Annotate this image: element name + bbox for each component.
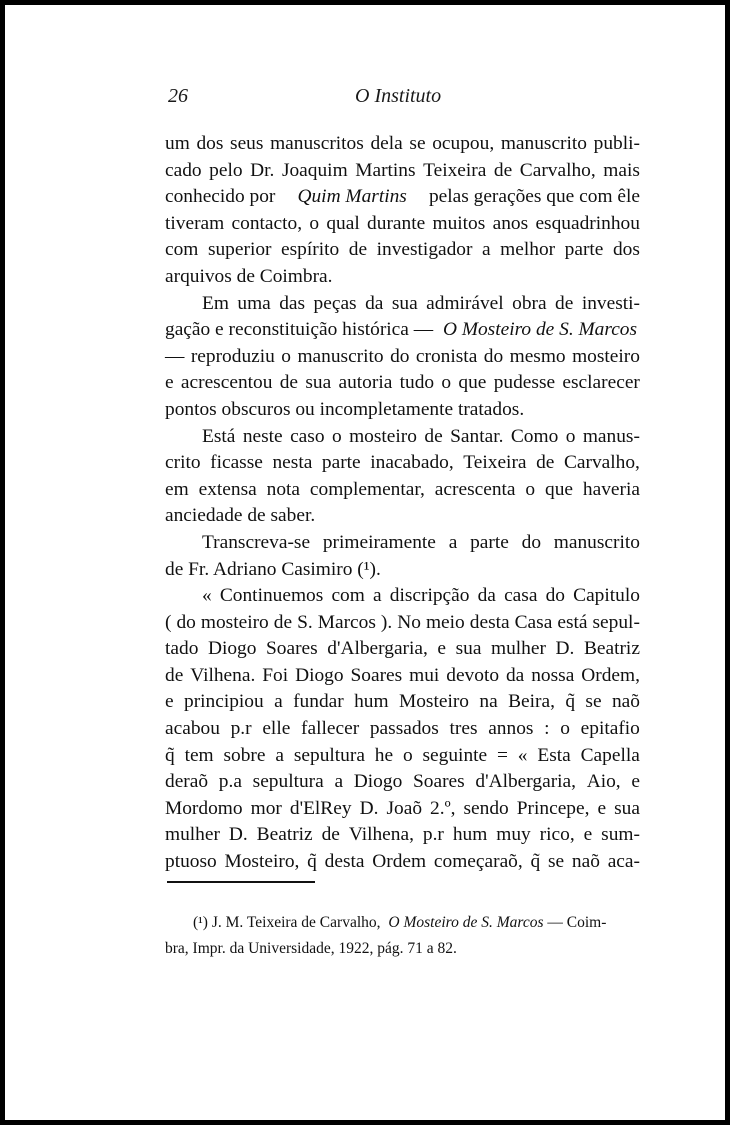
- text-line: deraõ p.a sepultura a Diogo Soares d'Albergaria, Aio, e: [165, 771, 640, 793]
- running-head: O Instituto: [355, 85, 442, 107]
- text-line: cado pelo Dr. Joaquim Martins Teixeira de Carvalho, mais: [165, 159, 640, 181]
- text-line: « Continuemos com a discripção da casa do Capitulo: [202, 585, 640, 607]
- text-line: e acrescentou de sua autoria tudo o que pudesse esclarecer: [165, 372, 640, 394]
- text-line: crito ficasse nesta parte inacabado, Teixeira de Carvalho,: [165, 452, 640, 474]
- text-line: em extensa nota complementar, acrescenta o que haveria: [165, 478, 640, 500]
- text-line: gação e reconstituição histórica — O Mosteiro de S. Marcos: [165, 317, 640, 344]
- text-line: tiveram contacto, o qual durante muitos anos esquadrinhou: [165, 212, 640, 234]
- text-line: Em uma das peças da sua admirável obra de investi-: [202, 292, 640, 314]
- text-line: ( do mosteiro de S. Marcos ). No meio desta Casa está sepul-: [165, 611, 640, 633]
- document-page: [5, 5, 725, 1120]
- body-text: [165, 131, 640, 876]
- text-line: pontos obscuros ou incompletamente tratados.: [165, 398, 525, 420]
- text-line: Mordomo mor d'ElRey D. Joaõ 2.º, sendo Princepe, e sua: [165, 797, 640, 819]
- text-line: — reproduziu o manuscrito do cronista do mesmo mosteiro: [165, 345, 640, 367]
- text-line: arquivos de Coimbra.: [165, 265, 333, 287]
- text-line: mulher D. Beatriz de Vilhena, p.r hum muy rico, e sum-: [165, 824, 640, 846]
- text-line: com superior espírito de investigador a melhor parte dos: [165, 239, 640, 261]
- footnote-line: bra, Impr. da Universidade, 1922, pág. 71 a 82.: [165, 940, 457, 957]
- text-line: de Fr. Adriano Casimiro (¹).: [165, 558, 381, 580]
- page-number: 26: [168, 85, 188, 107]
- text-line: conhecido por Quim Martins pelas gerações que com êle: [165, 184, 640, 211]
- text-line: Transcreva-se primeiramente a parte do manuscrito: [202, 531, 640, 553]
- text-line: tado Diogo Soares d'Albergaria, e sua mulher D. Beatriz: [165, 638, 640, 660]
- page-header: [5, 85, 725, 109]
- text-line: Está neste caso o mosteiro de Santar. Como o manus-: [202, 425, 640, 447]
- text-line: ptuoso Mosteiro, q̃ desta Ordem começaraõ, q̃ se naõ aca-: [165, 851, 640, 873]
- text-line: anciedade de saber.: [165, 505, 316, 527]
- italic-title: O Mosteiro de S. Marcos: [442, 319, 638, 341]
- footnote: [165, 910, 640, 962]
- footnote-italic-title: O Mosteiro de S. Marcos: [388, 914, 544, 931]
- text-line: de Vilhena. Foi Diogo Soares mui devoto da nossa Ordem,: [165, 664, 640, 686]
- text-line: um dos seus manuscritos dela se ocupou, manuscrito publi-: [165, 133, 640, 154]
- text-line: q̃ tem sobre a sepultura he o seguinte = « Esta Capella: [165, 744, 640, 766]
- footnote-line: (¹) J. M. Teixeira de Carvalho, O Mosteiro de S. Marcos — Coim-: [165, 910, 640, 936]
- footnote-divider: [167, 881, 315, 883]
- text-line: e principiou a fundar hum Mosteiro na Beira, q̃ se naõ: [165, 691, 640, 713]
- text-line: acabou p.r elle fallecer passados tres annos : o epitafio: [165, 718, 640, 740]
- italic-name: Quim Martins: [297, 186, 407, 208]
